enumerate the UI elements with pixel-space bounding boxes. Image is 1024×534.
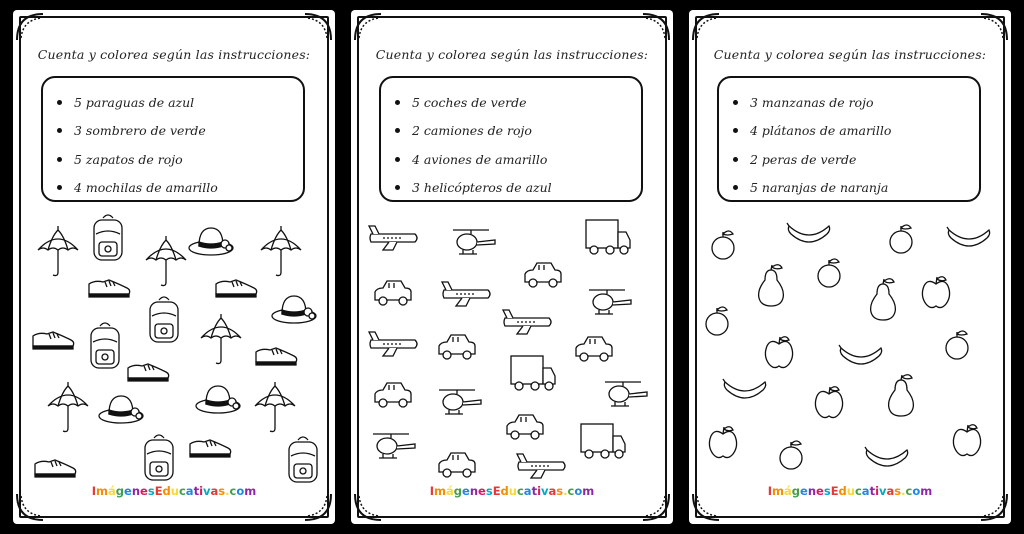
shoe-icon: [35, 460, 76, 477]
worksheet-title: Cuenta y colorea según las instrucciones:: [37, 47, 311, 62]
backpack-icon: [91, 323, 119, 368]
shoe-icon: [216, 280, 257, 297]
umbrella-icon: [38, 226, 78, 276]
banana-icon: [865, 447, 908, 466]
orange-icon: [706, 307, 728, 335]
airplane-icon: [503, 310, 551, 334]
shoe-icon: [190, 440, 231, 457]
banana-icon: [787, 223, 830, 242]
hat-icon: [189, 228, 233, 255]
coloring-area: [351, 10, 673, 524]
instruction-item: 5 zapatos de rojo: [57, 145, 303, 174]
site-footer: ImágenesEducativas.com: [429, 484, 595, 498]
backpack-icon: [145, 435, 173, 480]
helicopter-icon: [373, 434, 415, 458]
apple-icon: [765, 337, 792, 368]
site-footer: ImágenesEducativas.com: [767, 484, 933, 498]
instruction-item: 5 paraguas de azul: [57, 88, 303, 117]
instruction-item: 4 mochilas de amarillo: [57, 174, 303, 203]
instruction-item: 3 sombrero de verde: [57, 117, 303, 146]
site-footer: ImágenesEducativas.com: [91, 484, 257, 498]
worksheet-title: Cuenta y colorea según las instrucciones:: [713, 47, 987, 62]
orange-icon: [818, 259, 840, 287]
umbrella-icon: [261, 226, 301, 276]
car-icon: [439, 453, 475, 477]
hat-icon: [99, 396, 143, 423]
apple-icon: [709, 427, 736, 458]
instruction-item: 3 helicópteros de azul: [395, 174, 641, 203]
car-icon: [525, 263, 561, 287]
airplane-icon: [517, 454, 565, 478]
umbrella-icon: [48, 382, 88, 432]
airplane-icon: [369, 226, 417, 250]
orange-icon: [712, 231, 734, 259]
car-icon: [439, 335, 475, 359]
helicopter-icon: [589, 290, 631, 314]
instruction-item: 2 peras de verde: [733, 145, 979, 174]
pear-icon: [889, 375, 914, 416]
apple-icon: [922, 277, 949, 308]
umbrella-icon: [255, 382, 295, 432]
hat-icon: [196, 386, 240, 413]
coloring-area: [689, 10, 1011, 524]
shoe-icon: [33, 332, 74, 349]
instruction-item: 3 manzanas de rojo: [733, 88, 979, 117]
banana-icon: [723, 379, 766, 398]
backpack-icon: [150, 297, 178, 342]
helicopter-icon: [453, 230, 495, 254]
helicopter-icon: [439, 390, 481, 414]
airplane-icon: [442, 282, 490, 306]
pear-icon: [759, 265, 784, 306]
shoe-icon: [128, 364, 169, 381]
orange-icon: [890, 225, 912, 253]
orange-icon: [780, 441, 802, 469]
helicopter-icon: [605, 382, 647, 406]
truck-icon: [581, 424, 625, 458]
instruction-item: 5 naranjas de naranja: [733, 174, 979, 203]
car-icon: [375, 383, 411, 407]
car-icon: [507, 415, 543, 439]
instruction-item: 4 plátanos de amarillo: [733, 117, 979, 146]
pear-icon: [871, 279, 896, 320]
shoe-icon: [89, 280, 130, 297]
airplane-icon: [369, 332, 417, 356]
umbrella-icon: [146, 236, 186, 286]
truck-icon: [586, 220, 630, 254]
banana-icon: [947, 227, 990, 246]
truck-icon: [511, 356, 555, 390]
instruction-item: 2 camiones de rojo: [395, 117, 641, 146]
shoe-icon: [256, 348, 297, 365]
backpack-icon: [289, 437, 317, 482]
hat-icon: [272, 296, 316, 323]
instruction-item: 4 aviones de amarillo: [395, 145, 641, 174]
apple-icon: [953, 425, 980, 456]
worksheet-2: [351, 10, 673, 524]
banana-icon: [839, 345, 882, 364]
instruction-item: 5 coches de verde: [395, 88, 641, 117]
worksheet-title: Cuenta y colorea según las instrucciones:: [375, 47, 649, 62]
backpack-icon: [94, 215, 122, 260]
worksheet-3: [689, 10, 1011, 524]
worksheet-1: [13, 10, 335, 524]
coloring-area: [13, 10, 335, 524]
orange-icon: [946, 331, 968, 359]
car-icon: [375, 281, 411, 305]
apple-icon: [815, 387, 842, 418]
umbrella-icon: [201, 314, 241, 364]
car-icon: [576, 337, 612, 361]
